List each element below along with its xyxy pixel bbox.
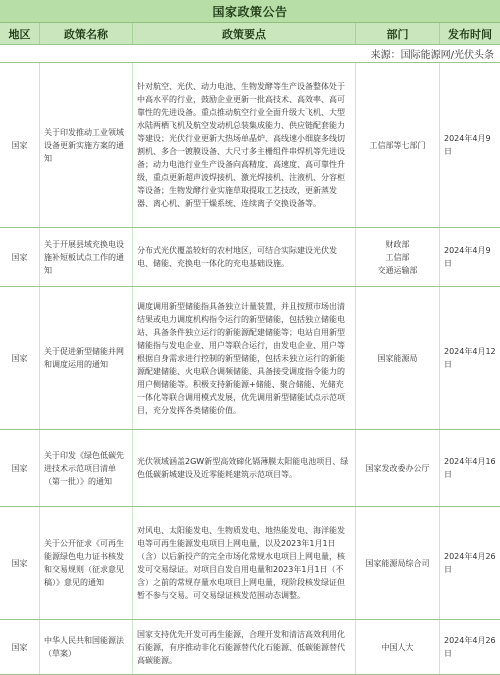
cell-department: 国家能源局 xyxy=(356,287,440,429)
cell-key-points: 调度调用新型储能指具备独立计量装置，并且按照市场出清结果或电力调度机构指令运行的新型储能，包括独立储能电站、具备条件独立运行的新能源配建储能等；电站自用新型储能指与发电企业、用户等联合运行，由发电企业、用户等根据自身需求进行控制的新型储能，包括未独立运行的新能源配建储能、火电联合调频储能、具备接受调度指令能力的用户侧储能等。积极支持新能源+储能、聚合储能、光储充一体化等联合调用模式发展，优先调用新型储能试点示范项目，充分发挥各类储能价值。 xyxy=(133,287,356,429)
cell-publish-time: 2024年4月9日 xyxy=(444,134,491,156)
cell-key-points: 对风电、太阳能发电、生物质发电、地热能发电、海洋能发电等可再生能源发电项目上网电量，以及2023年1月1日（含）以后新投产的完全市场化常规水电项目上网电量，核发可交易绿证。对项目自发自用电量和2023年1月1日（不含）之前的常规存量水电项目上网电量，现阶段核发绿证但暂不参与交易。可交易绿证核发范围动态调整。 xyxy=(133,507,356,619)
table-title: 国家政策公告 xyxy=(0,0,500,23)
table-body xyxy=(0,63,500,675)
cell-key-points: 光伏领域涵盖2GW新型高效碲化镉薄膜太阳能电池项目、绿色低碳新城建设及近零能耗建筑示范项目等。 xyxy=(133,430,356,506)
cell-department: 财政部 工信部 交通运输部 xyxy=(356,228,440,286)
cell-department: 国家能源局综合司 xyxy=(356,507,440,619)
cell-publish-time: 2024年4月9日 xyxy=(444,246,491,268)
cell-publish-time: 2024年4月26日 xyxy=(444,636,496,658)
header-policy-name: 政策名称 xyxy=(40,23,133,44)
cell-policy-name: 中华人民共和国能源法（草案） xyxy=(40,620,133,674)
cell-publish-time: 2024年4月12日 xyxy=(444,347,496,369)
cell-region: 国家 xyxy=(0,228,40,286)
cell-region: 国家 xyxy=(0,430,40,506)
cell-region: 国家 xyxy=(0,507,40,619)
table-row xyxy=(0,430,500,507)
cell-policy-name: 关于印发推动工业领域设备更新实施方案的通知 xyxy=(40,63,133,227)
table-row xyxy=(0,620,500,675)
source-note: 来源：国际能源网/光伏头条 xyxy=(0,45,500,63)
table-row xyxy=(0,287,500,430)
cell-key-points: 针对航空、光伏、动力电池、生物发酵等生产设备整体处于中高水平的行业，鼓励企业更新一批高技术、高效率、高可靠性的先进设备。重点推动航空行业全面升级大飞机、大型水陆两栖飞机及航空发动机总装集成能力、供应链配套能力等建设；光伏行业更新大热场单晶炉、高线速小细旋多线切割机、多合一镀膜设备、大尺寸多主栅组件串焊机等先进设备；动力电池行业生产设备向高精度、高速度、高可靠性升级，重点更新超声波焊接机、激光焊接机、注液机、分容柜等设备；生物发酵行业实施草取提取工艺技改，更新蒸发器、离心机、新型干燥系统、连续离子交换设备等。 xyxy=(133,63,356,227)
cell-publish-time: 2024年4月16日 xyxy=(444,457,496,479)
cell-key-points: 国家支持优先开发可再生能源，合理开发和清洁高效利用化石能源，有序推动非化石能源替代化石能源、低碳能源替代高碳能源。 xyxy=(133,620,356,674)
cell-department: 国家发改委办公厅 xyxy=(356,430,440,506)
cell-department: 中国人大 xyxy=(356,620,440,674)
header-department: 部门 xyxy=(356,23,440,44)
header-key-points: 政策要点 xyxy=(133,23,356,44)
cell-policy-name: 关于开展县域充换电设施补短板试点工作的通知 xyxy=(40,228,133,286)
cell-policy-name: 关于促进新型储能并网和调度运用的通知 xyxy=(40,287,133,429)
cell-region: 国家 xyxy=(0,620,40,674)
table-header-row xyxy=(0,23,500,45)
cell-key-points: 分布式光伏覆盖较好的农村地区，可结合实际建设光伏发电、储能、充换电一体化的充电基础设施。 xyxy=(133,228,356,286)
header-region: 地区 xyxy=(0,23,40,44)
cell-policy-name: 关于印发《绿色低碳先进技术示范项目清单（第一批）》的通知 xyxy=(40,430,133,506)
cell-policy-name: 关于公开征求《可再生能源绿色电力证书核发和交易规则（征求意见稿）》意见的通知 xyxy=(40,507,133,619)
cell-region: 国家 xyxy=(0,287,40,429)
header-publish-time: 发布时间 xyxy=(448,27,492,41)
table-row xyxy=(0,228,500,287)
cell-publish-time: 2024年4月26日 xyxy=(444,552,496,574)
table-row xyxy=(0,507,500,620)
cell-department: 工信部等七部门 xyxy=(356,63,440,227)
cell-region: 国家 xyxy=(0,63,40,227)
table-row xyxy=(0,63,500,228)
